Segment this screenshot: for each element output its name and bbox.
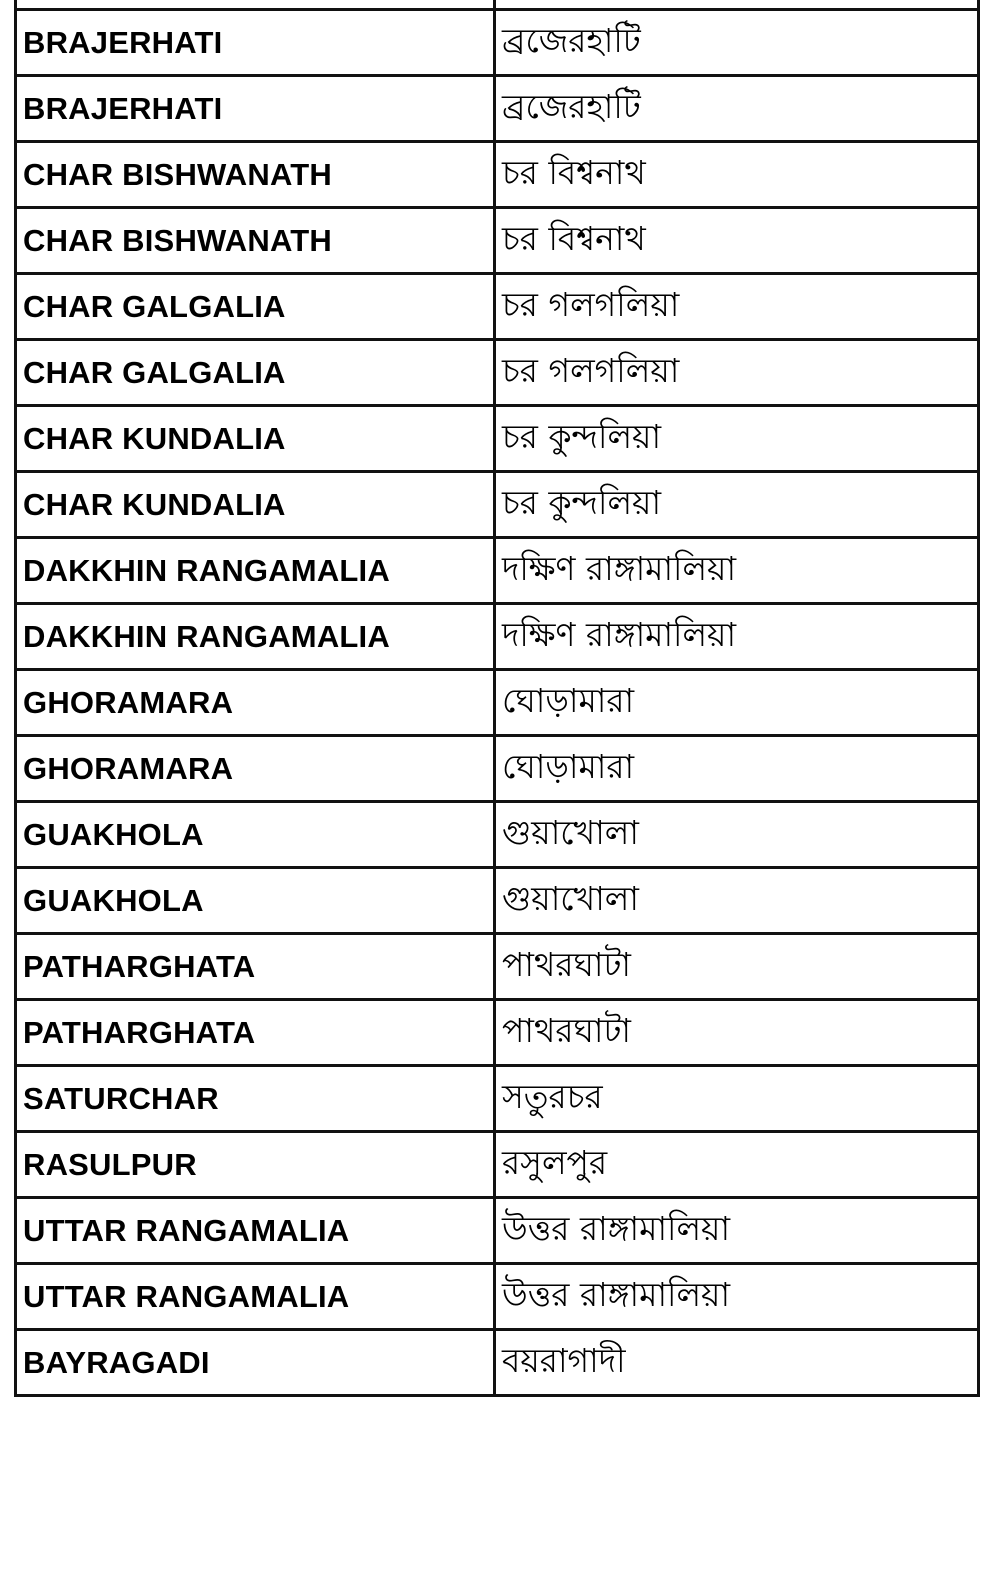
english-name-cell: UTTAR RANGAMALIA <box>16 1198 495 1264</box>
table-body <box>16 0 979 1396</box>
table-row <box>16 340 979 406</box>
table-row <box>16 802 979 868</box>
english-name-cell: DAKKHIN RANGAMALIA <box>16 604 495 670</box>
table-row <box>16 1132 979 1198</box>
english-name-cell: BRAJERHATI <box>16 76 495 142</box>
bengali-name-cell: সতুরচর <box>495 1066 979 1132</box>
table-row <box>16 670 979 736</box>
bengali-name-cell: ব্রজেরহাটি <box>495 10 979 76</box>
bengali-name-cell: পাথরঘাটা <box>495 1000 979 1066</box>
english-name-cell: GUAKHOLA <box>16 868 495 934</box>
english-name-cell: UTTAR RANGAMALIA <box>16 1264 495 1330</box>
bengali-name-cell: রসুলপুর <box>495 1132 979 1198</box>
bengali-name-cell: গুয়াখোলা <box>495 868 979 934</box>
table-row <box>16 208 979 274</box>
table-row <box>16 406 979 472</box>
bengali-name-cell: ঘোড়ামারা <box>495 670 979 736</box>
english-name-cell: CHAR KUNDALIA <box>16 472 495 538</box>
english-name-cell: SATURCHAR <box>16 1066 495 1132</box>
english-name-cell: GHORAMARA <box>16 670 495 736</box>
english-name-cell: GHORAMARA <box>16 736 495 802</box>
english-name-cell: PATHARGHATA <box>16 1000 495 1066</box>
table-row <box>16 76 979 142</box>
table-row <box>16 10 979 76</box>
english-name-cell: DAKKHIN RANGAMALIA <box>16 538 495 604</box>
bengali-name-cell: দক্ষিণ রাঙ্গামালিয়া <box>495 604 979 670</box>
table-row <box>16 274 979 340</box>
bengali-name-cell: চর গলগলিয়া <box>495 340 979 406</box>
table-row <box>16 1198 979 1264</box>
english-name-cell: GUAKHOLA <box>16 802 495 868</box>
bengali-name-cell: চর কুন্দলিয়া <box>495 472 979 538</box>
bengali-name-cell: বয়রাগাদী <box>495 1330 979 1396</box>
english-name-cell: CHAR GALGALIA <box>16 340 495 406</box>
english-name-cell: BRAJERHATI <box>16 10 495 76</box>
cropped-header-cell-english <box>16 0 495 10</box>
bengali-name-cell: দক্ষিণ রাঙ্গামালিয়া <box>495 538 979 604</box>
bengali-name-cell: ঘোড়ামারা <box>495 736 979 802</box>
english-name-cell: CHAR GALGALIA <box>16 274 495 340</box>
bengali-name-cell: উত্তর রাঙ্গামালিয়া <box>495 1198 979 1264</box>
table-row <box>16 736 979 802</box>
english-name-cell: CHAR KUNDALIA <box>16 406 495 472</box>
table-row <box>16 1000 979 1066</box>
english-name-cell: CHAR BISHWANATH <box>16 208 495 274</box>
cropped-header-row <box>16 0 979 10</box>
table-row <box>16 868 979 934</box>
table-row <box>16 1066 979 1132</box>
bengali-name-cell: উত্তর রাঙ্গামালিয়া <box>495 1264 979 1330</box>
village-names-table <box>14 0 980 1397</box>
table-row <box>16 538 979 604</box>
english-name-cell: BAYRAGADI <box>16 1330 495 1396</box>
bengali-name-cell: পাথরঘাটা <box>495 934 979 1000</box>
english-name-cell: RASULPUR <box>16 1132 495 1198</box>
bengali-name-cell: চর বিশ্বনাথ <box>495 208 979 274</box>
table-row <box>16 934 979 1000</box>
table-row <box>16 604 979 670</box>
bengali-name-cell: চর বিশ্বনাথ <box>495 142 979 208</box>
table-row <box>16 142 979 208</box>
table-row <box>16 1330 979 1396</box>
bengali-name-cell: চর গলগলিয়া <box>495 274 979 340</box>
bengali-name-cell: চর কুন্দলিয়া <box>495 406 979 472</box>
english-name-cell: CHAR BISHWANATH <box>16 142 495 208</box>
english-name-cell: PATHARGHATA <box>16 934 495 1000</box>
cropped-header-cell-bengali <box>495 0 979 10</box>
bengali-name-cell: গুয়াখোলা <box>495 802 979 868</box>
bengali-name-cell: ব্রজেরহাটি <box>495 76 979 142</box>
table-row <box>16 472 979 538</box>
table-row <box>16 1264 979 1330</box>
